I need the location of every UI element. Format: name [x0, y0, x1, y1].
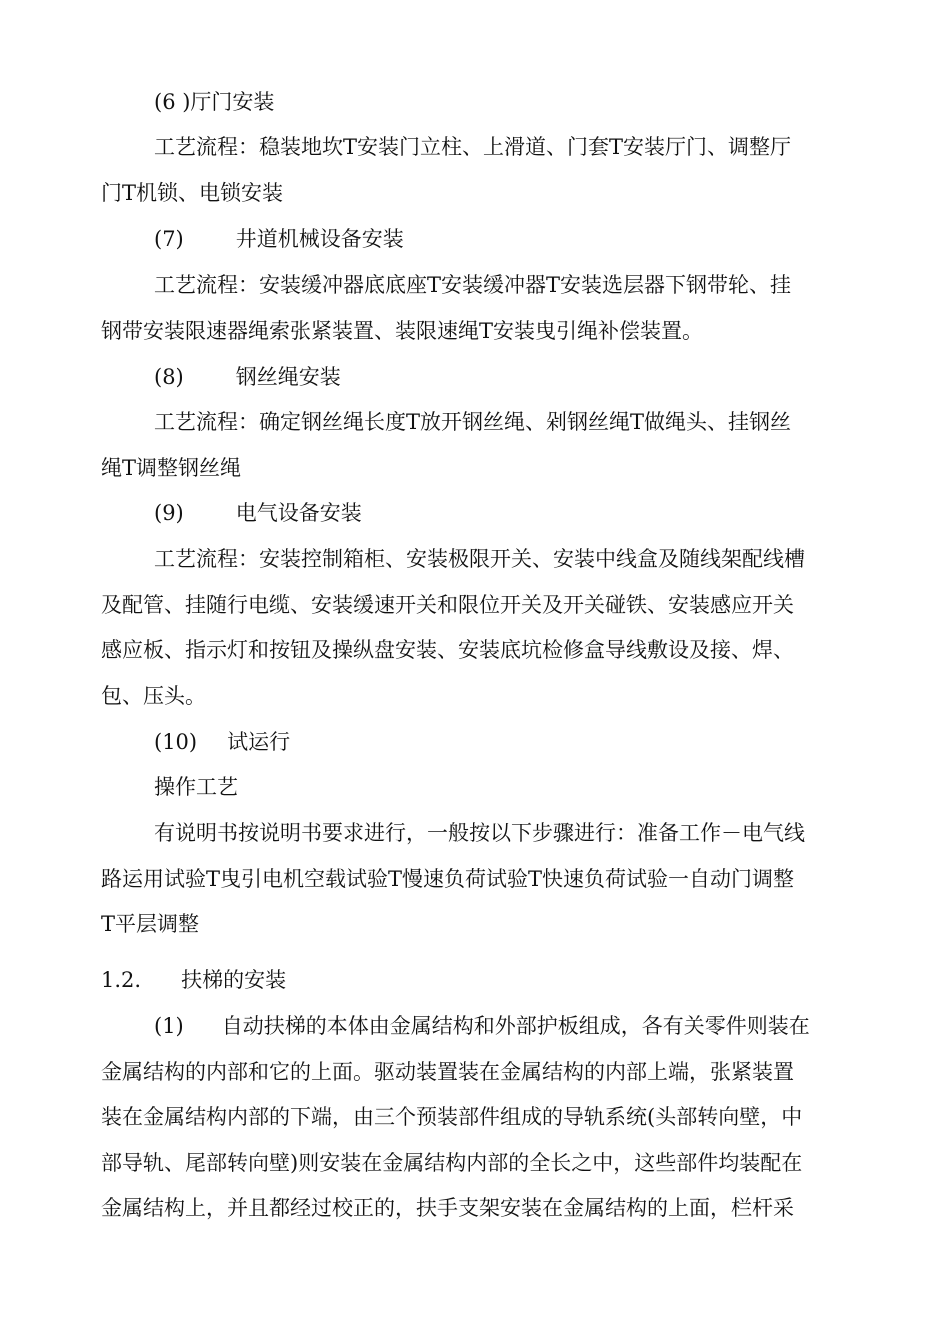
section-title: 井道机械设备安装 [235, 227, 404, 251]
escalator-line-text: 自动扶梯的本体由金属结构和外部护板组成，各有关零件则装在 [221, 1014, 810, 1038]
section-number: (7) [154, 227, 184, 251]
body-line [101, 866, 794, 892]
flow-line-text: 门T机锁、电锁安装 [101, 181, 284, 205]
flow-line [154, 272, 791, 298]
escalator-line [101, 1150, 802, 1176]
flow-line-text: 钢带安装限速器绳索张紧装置、装限速绳T安装曳引绳补偿装置。 [101, 319, 704, 343]
section-number: (8) [154, 365, 184, 389]
escalator-line [101, 1104, 802, 1130]
flow-line [154, 546, 805, 572]
section-heading-6-text: (6 )厅门安装 [154, 90, 275, 114]
escalator-heading [101, 967, 286, 993]
escalator-title: 扶梯的安装 [181, 968, 287, 992]
flow-line [101, 683, 206, 709]
flow-line-text: 工艺流程：稳装地坎T安装门立柱、上滑道、门套T安装厅门、调整厅 [154, 135, 792, 159]
flow-line [101, 455, 241, 481]
section-heading-6 [154, 89, 274, 115]
flow-line-text: 及配管、挂随行电缆、安装缓速开关和限位开关及开关碰铁、安装感应开关 [101, 593, 794, 617]
body-line-text: 路运用试验T曳引电机空载试验T慢速负荷试验T快速负荷试验一自动门调整 [101, 867, 795, 891]
escalator-line-text: 金属结构的内部和它的上面。驱动装置装在金属结构的内部上端，张紧装置 [101, 1060, 794, 1084]
escalator-line-text: 部导轨、尾部转向壁)则安装在金属结构内部的全长之中，这些部件均装配在 [101, 1151, 803, 1175]
section-number: (10) [154, 730, 198, 754]
flow-line-text: 绳T调整钢丝绳 [101, 456, 242, 480]
section-title: 电气设备安装 [235, 501, 362, 525]
body-line-text: 有说明书按说明书要求进行，一般按以下步骤进行：准备工作－电气线 [154, 821, 805, 845]
flow-line-text: 工艺流程：安装控制箱柜、安装极限开关、安装中线盒及随线架配线槽 [154, 547, 805, 571]
escalator-line [101, 1195, 794, 1221]
section-heading-9 [154, 500, 362, 526]
flow-line [101, 592, 794, 618]
body-line-text: T平层调整 [101, 912, 200, 936]
flow-line-text: 工艺流程：安装缓冲器底底座T安装缓冲器T安装选层器下钢带轮、挂 [154, 273, 792, 297]
body-line [101, 911, 199, 937]
section-heading-10 [154, 729, 290, 755]
body-line [154, 820, 805, 846]
section-title: 钢丝绳安装 [235, 365, 341, 389]
escalator-number: 1.2. [101, 968, 142, 992]
section-title: 试运行 [227, 730, 291, 754]
escalator-line-text: 装在金属结构内部的下端，由三个预装部件组成的导轨系统(头部转向壁，中 [101, 1105, 803, 1129]
flow-line [154, 409, 791, 435]
flow-line-text: 工艺流程：确定钢丝绳长度T放开钢丝绳、剁钢丝绳T做绳头、挂钢丝 [154, 410, 792, 434]
flow-line-text: 包、压头。 [101, 684, 206, 708]
escalator-item-number: (1) [154, 1014, 184, 1038]
escalator-line [101, 1059, 794, 1085]
section-heading-7 [154, 226, 404, 252]
escalator-line [154, 1013, 810, 1039]
section-number: (9) [154, 501, 184, 525]
flow-line [101, 318, 703, 344]
flow-line [154, 134, 791, 160]
flow-line [101, 180, 283, 206]
flow-line [101, 637, 794, 663]
flow-line-text: 感应板、指示灯和按钮及操纵盘安装、安装底坑检修盒导线敷设及接、焊、 [101, 638, 794, 662]
subheading [154, 774, 238, 800]
section-heading-8 [154, 364, 341, 390]
escalator-line-text: 金属结构上，并且都经过校正的，扶手支架安装在金属结构的上面，栏杆采 [101, 1196, 794, 1220]
subheading-text: 操作工艺 [154, 775, 238, 799]
